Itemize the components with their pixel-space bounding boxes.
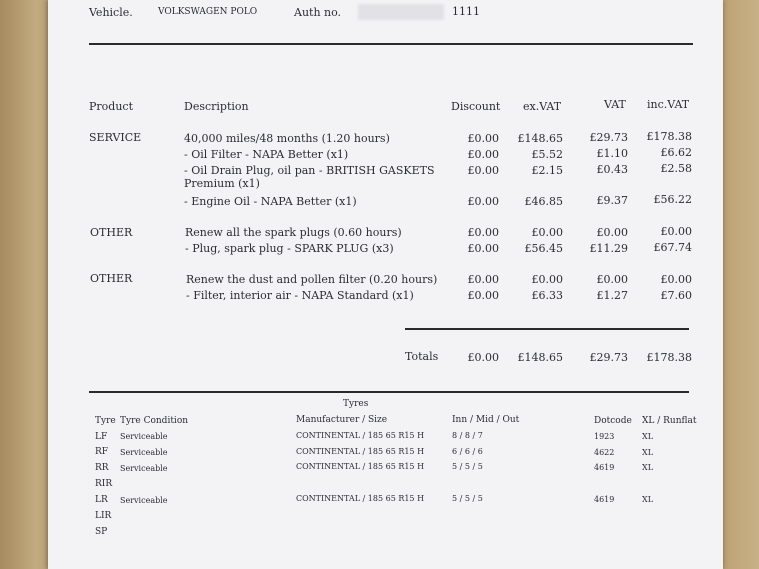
tyre-condition: Serviceable — [120, 448, 168, 457]
row-vat: £0.00 — [596, 226, 628, 239]
row-inc-vat: £7.60 — [660, 289, 692, 302]
tyre-pos: LF — [95, 432, 108, 442]
row-ex-vat: £2.15 — [531, 164, 563, 177]
tyre-pos: RF — [95, 447, 109, 457]
row-discount: £0.00 — [467, 132, 499, 145]
row-discount: £0.00 — [467, 289, 499, 302]
row-vat: £11.29 — [589, 242, 628, 255]
totals-vat: £29.73 — [589, 351, 628, 364]
tyre-pos: RIR — [95, 479, 113, 489]
tyre-pos: LIR — [95, 511, 112, 521]
totals-discount: £0.00 — [467, 351, 499, 364]
tyre-pos: RR — [95, 463, 109, 473]
tyre-xl: XL — [642, 495, 654, 504]
tyre-tread: 5 / 5 / 5 — [452, 462, 483, 471]
tyre-manufacturer: CONTINENTAL / 185 65 R15 H — [296, 447, 425, 456]
header-divider — [89, 43, 693, 45]
row-description: - Filter, interior air - NAPA Standard (x1) — [186, 289, 414, 302]
tyres-col-tread: Inn / Mid / Out — [452, 415, 520, 425]
row-discount: £0.00 — [467, 226, 499, 239]
row-product: SERVICE — [89, 131, 142, 144]
tyre-tread: 8 / 8 / 7 — [452, 431, 483, 440]
row-description: Renew the dust and pollen filter (0.20 hours) — [186, 273, 438, 286]
row-description: - Plug, spark plug - SPARK PLUG (x3) — [185, 242, 394, 255]
row-product: OTHER — [90, 226, 133, 239]
tyre-condition: Serviceable — [120, 464, 168, 473]
tyres-col-condition: Tyre Condition — [120, 416, 189, 426]
tyre-condition: Serviceable — [120, 432, 168, 441]
row-product: OTHER — [90, 272, 133, 285]
tyre-dotcode: 4619 — [594, 463, 615, 472]
tyre-tread: 6 / 6 / 6 — [452, 447, 483, 456]
row-ex-vat: £0.00 — [531, 273, 563, 286]
tyre-xl: XL — [642, 463, 654, 472]
auth-value: 1111 — [452, 5, 480, 18]
col-discount: Discount — [451, 100, 501, 113]
tyre-xl: XL — [642, 448, 654, 457]
row-discount: £0.00 — [467, 148, 499, 161]
row-vat: £9.37 — [596, 194, 628, 207]
row-description: 40,000 miles/48 months (1.20 hours) — [184, 132, 390, 145]
tyre-pos: LR — [95, 495, 108, 505]
row-vat: £29.73 — [589, 131, 628, 144]
row-inc-vat: £67.74 — [653, 241, 692, 254]
vehicle-value: VOLKSWAGEN POLO — [158, 7, 258, 17]
col-inc-vat: inc.VAT — [647, 98, 690, 111]
row-inc-vat: £0.00 — [660, 225, 692, 238]
tyres-divider — [89, 391, 689, 393]
totals-ex-vat: £148.65 — [517, 351, 563, 364]
row-description: - Oil Drain Plug, oil pan - BRITISH GASKETS — [184, 164, 435, 177]
row-inc-vat: £56.22 — [653, 193, 692, 206]
tyres-col-tyre: Tyre — [95, 416, 116, 426]
tyre-dotcode: 1923 — [594, 432, 615, 441]
redacted-block — [358, 4, 444, 20]
tyre-manufacturer: CONTINENTAL / 185 65 R15 H — [296, 462, 425, 471]
col-vat: VAT — [604, 98, 626, 111]
row-ex-vat: £46.85 — [524, 195, 563, 208]
col-product: Product — [89, 100, 133, 113]
tyre-condition: Serviceable — [120, 496, 168, 505]
col-description: Description — [184, 100, 249, 113]
tyre-dotcode: 4622 — [594, 448, 615, 457]
row-discount: £0.00 — [467, 195, 499, 208]
row-vat: £1.10 — [596, 147, 628, 160]
row-ex-vat: £0.00 — [531, 226, 563, 239]
tyres-col-manufacturer: Manufacturer / Size — [296, 415, 388, 425]
tyre-tread: 5 / 5 / 5 — [452, 494, 483, 503]
row-ex-vat: £5.52 — [531, 148, 563, 161]
row-discount: £0.00 — [467, 164, 499, 177]
row-vat: £1.27 — [596, 289, 628, 302]
totals-divider — [405, 328, 689, 330]
totals-inc-vat: £178.38 — [646, 351, 692, 364]
row-vat: £0.43 — [596, 163, 628, 176]
invoice-sheet — [48, 0, 723, 569]
row-ex-vat: £6.33 — [531, 289, 563, 302]
totals-label: Totals — [405, 350, 439, 363]
row-discount: £0.00 — [467, 273, 499, 286]
row-inc-vat: £6.62 — [660, 146, 692, 159]
tyre-manufacturer: CONTINENTAL / 185 65 R15 H — [296, 431, 425, 440]
row-description: - Engine Oil - NAPA Better (x1) — [184, 195, 357, 208]
vehicle-label: Vehicle. — [89, 6, 133, 19]
col-ex-vat: ex.VAT — [523, 100, 562, 113]
tyre-xl: XL — [642, 432, 654, 441]
row-discount: £0.00 — [467, 242, 499, 255]
row-inc-vat: £2.58 — [660, 162, 692, 175]
row-vat: £0.00 — [596, 273, 628, 286]
tyres-title: Tyres — [343, 399, 369, 409]
row-description: Renew all the spark plugs (0.60 hours) — [185, 226, 402, 239]
tyre-dotcode: 4619 — [594, 495, 615, 504]
row-ex-vat: £148.65 — [517, 132, 563, 145]
row-description: - Oil Filter - NAPA Better (x1) — [184, 148, 349, 161]
tyre-pos: SP — [95, 527, 108, 537]
auth-label: Auth no. — [294, 6, 342, 19]
row-ex-vat: £56.45 — [524, 242, 563, 255]
tyre-manufacturer: CONTINENTAL / 185 65 R15 H — [296, 494, 425, 503]
tyres-col-dotcode: Dotcode — [594, 416, 632, 426]
row-inc-vat: £0.00 — [660, 273, 692, 286]
row-description-cont: Premium (x1) — [184, 177, 260, 190]
tyres-col-xl: XL / Runflat — [642, 416, 697, 426]
row-inc-vat: £178.38 — [646, 130, 692, 143]
